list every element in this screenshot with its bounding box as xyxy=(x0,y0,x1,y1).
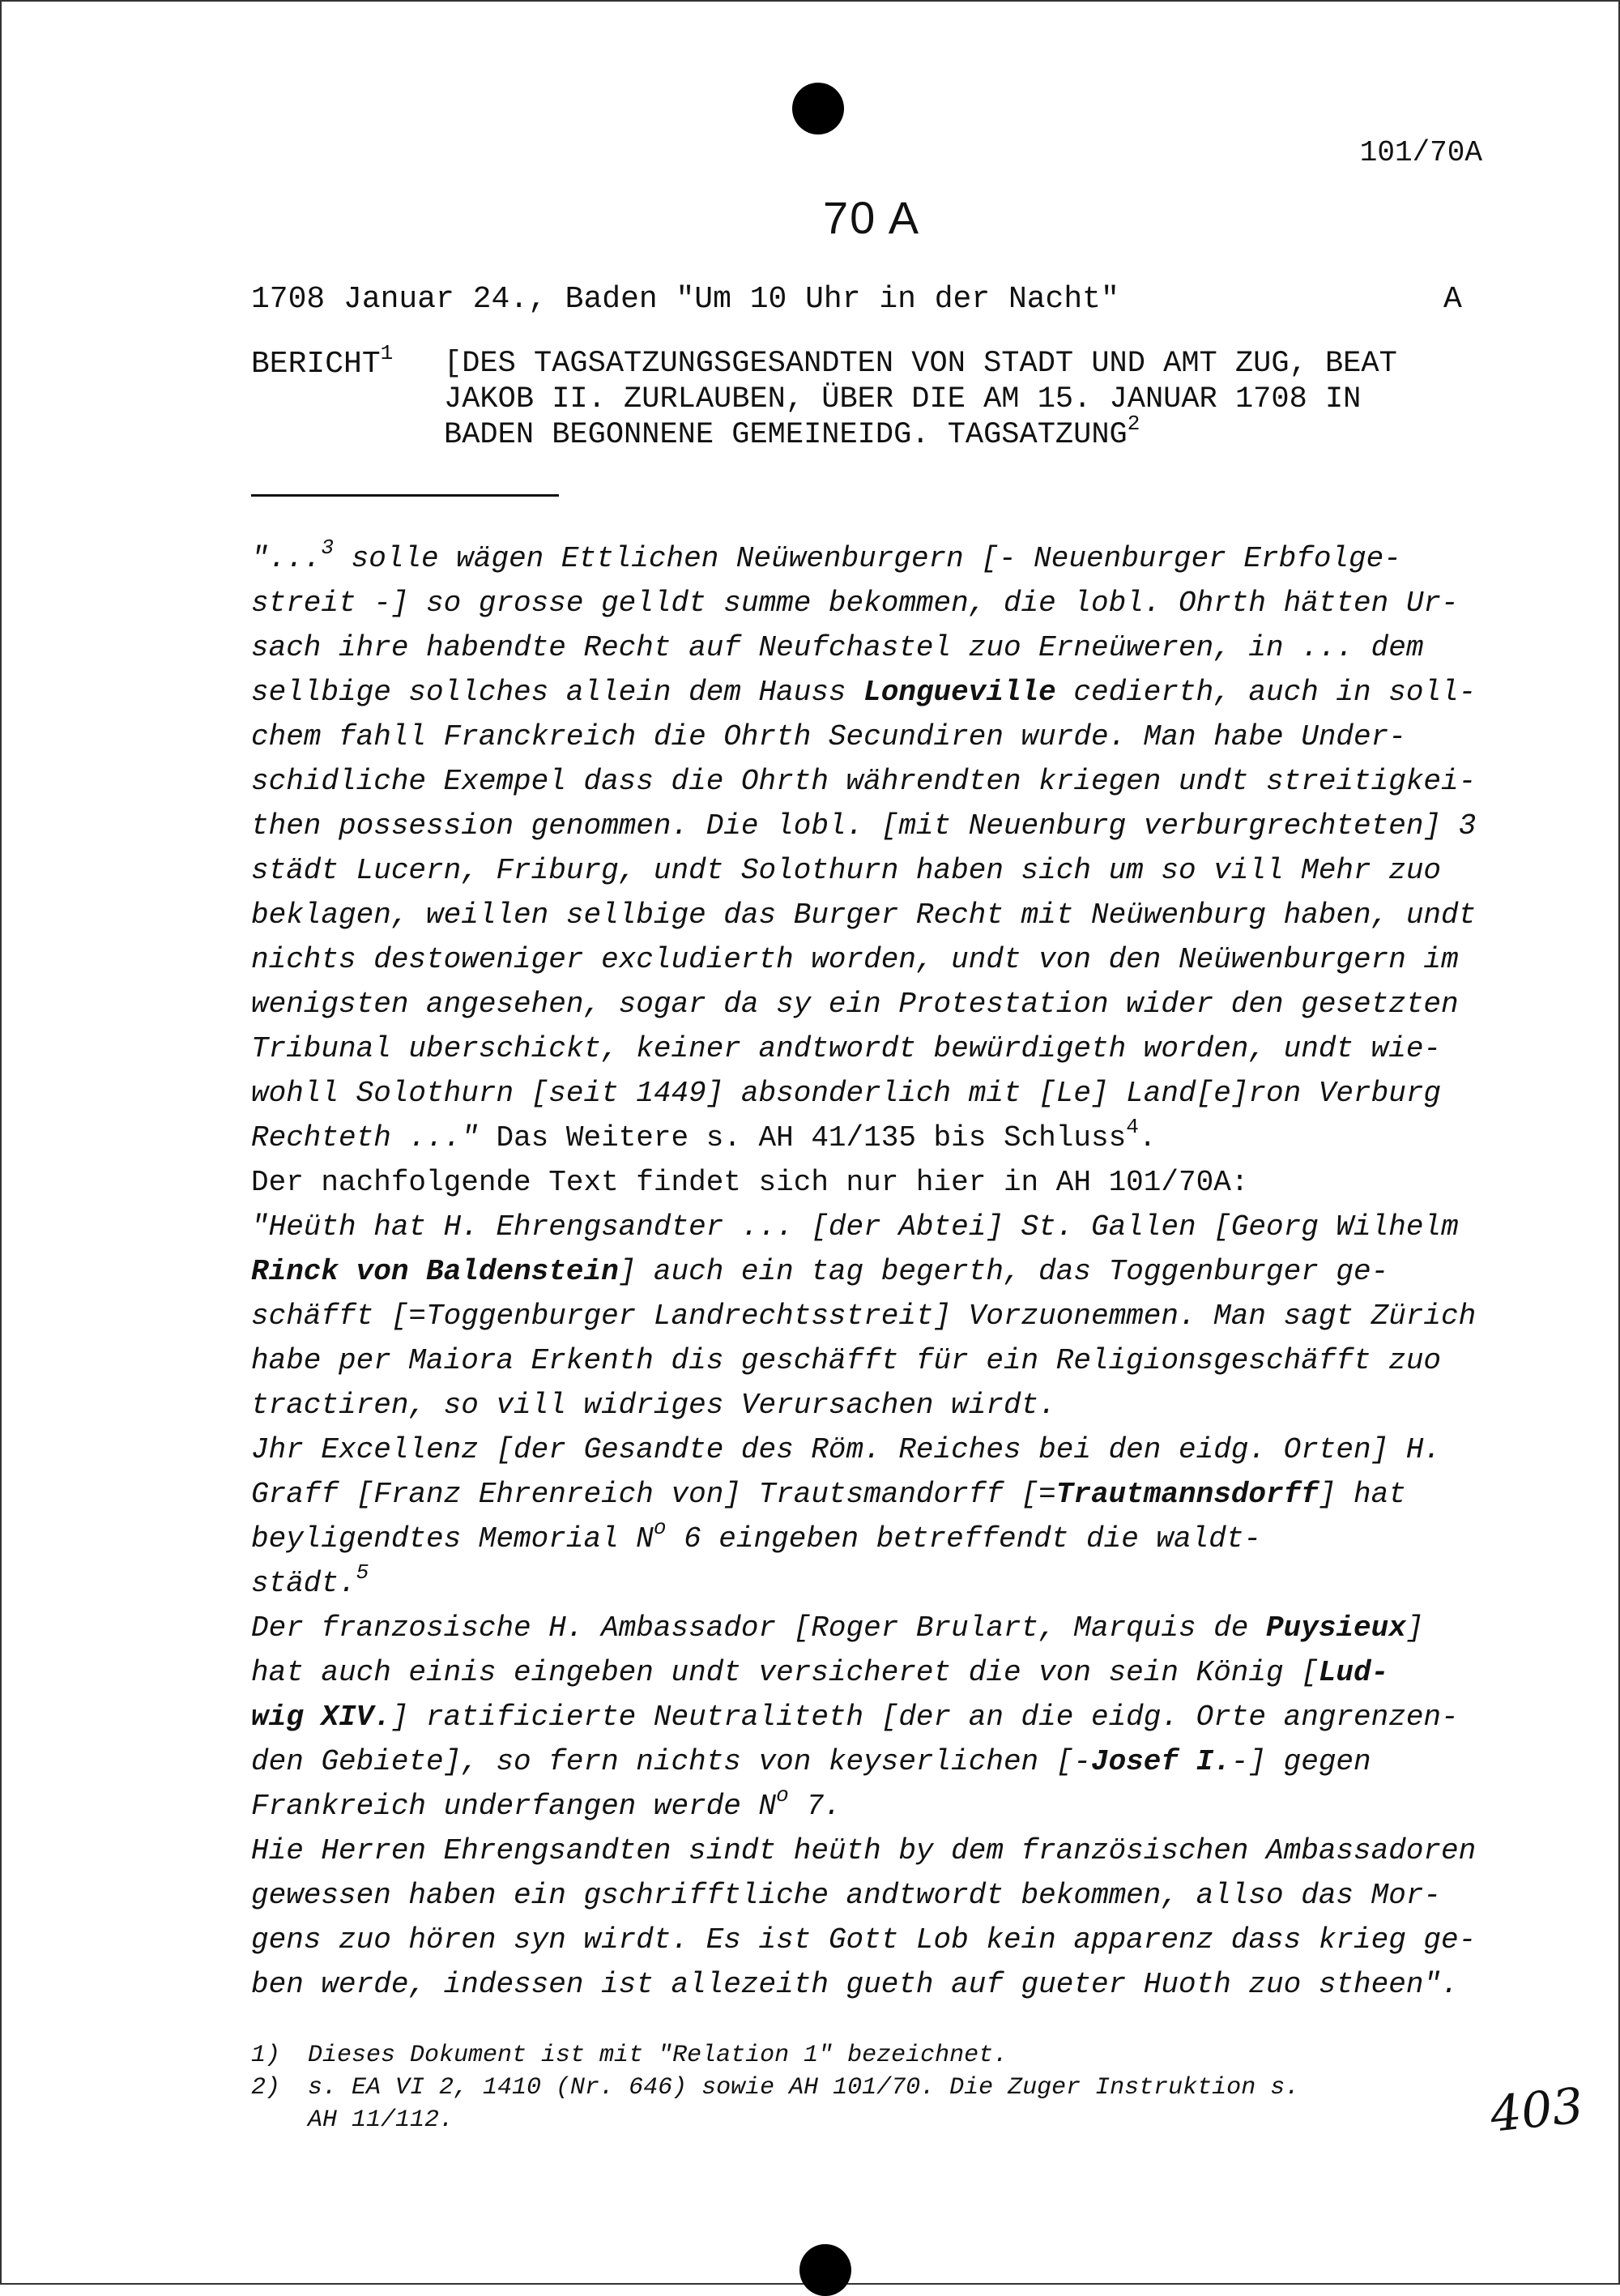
body-line: "Heüth hat H. Ehrengsandter ... [der Abtei] St. Gallen [Georg Wilhelm xyxy=(251,1210,1459,1244)
body-line: sach ihre habendte Recht auf Neufchastel zuo Erneüweren, in ... dem xyxy=(251,631,1424,664)
date-line: 1708 Januar 24., Baden "Um 10 Uhr in der Nacht" xyxy=(251,282,1119,317)
heading-line: JAKOB II. ZURLAUBEN, ÜBER DIE AM 15. JANUAR 1708 IN xyxy=(444,382,1362,416)
date-letter: A xyxy=(1443,282,1462,317)
document-reference: 101/70A xyxy=(1359,136,1482,169)
footnote-text: AH 11/112. xyxy=(308,2106,454,2134)
handwritten-page-number: 403 xyxy=(1487,2077,1586,2144)
body-line: städt Lucern, Friburg, undt Solothurn haben sich um so vill Mehr zuo xyxy=(251,854,1442,887)
body-line: städt.$^5$ xyxy=(251,1560,369,1600)
body-line: den Gebiete], so fern nichts von keyserlichen [-Josef I.-] gegen xyxy=(251,1745,1371,1778)
body-line: habe per Maiora Erkenth dis geschäfft für ein Religionsgeschäfft zuo xyxy=(251,1344,1442,1377)
body-line: Der nachfolgende Text findet sich nur hier in AH 101/70A: xyxy=(251,1166,1249,1199)
body-line: schidliche Exempel dass die Ohrth währendten kriegen undt streitigkei- xyxy=(251,765,1477,798)
body-line: beyligendtes Memorial $N^o$ 6 eingeben betreffendt die waldt- xyxy=(251,1516,1262,1556)
footnote-number: 1) xyxy=(251,2042,281,2069)
body-line: beklagen, weillen sellbige das Burger Recht mit Neüwenburg haben, undt xyxy=(251,898,1477,932)
footnote-text: Dieses Dokument ist mit "Relation 1" bezeichnet. xyxy=(308,2042,1008,2069)
body-line: Rinck von Baldenstein] auch ein tag begerth, das Toggenburger ge- xyxy=(251,1255,1389,1288)
heading-label: BERICHT$^1$ xyxy=(251,341,394,382)
body-line: chem fahll Franckreich die Ohrth Secundiren wurde. Man habe Under- xyxy=(251,720,1406,753)
body-line: streit -] so grosse gelldt summe bekommen, die lobl. Ohrth hätten Ur- xyxy=(251,587,1459,620)
body-line: then possession genommen. Die lobl. [mit Neuenburg verburgrechteten] 3 xyxy=(251,809,1477,843)
separator-rule xyxy=(251,494,559,497)
heading-line: BADEN BEGONNENE GEMEINEIDG. TAGSATZUNG$^2$ xyxy=(444,412,1140,452)
body-line: Der franzosische H. Ambassador [Roger Brulart, Marquis de Puysieux] xyxy=(251,1611,1424,1645)
heading-line: [DES TAGSATZUNGSGESANDTEN VON STADT UND AMT ZUG, BEAT xyxy=(444,347,1397,381)
punch-hole-top xyxy=(792,83,844,134)
footnote-number: 2) xyxy=(251,2074,281,2102)
footnote-ref: 2 xyxy=(1127,412,1140,436)
body-line: tractiren, so vill widriges Verursachen wirdt. xyxy=(251,1389,1056,1422)
document-number: 70 A xyxy=(823,192,921,243)
body-line: wenigsten angesehen, sogar da sy ein Protestation wider den gesetzten xyxy=(251,988,1459,1021)
body-line: schäfft [=Toggenburger Landrechtsstreit] Vorzuonemmen. Man sagt Zürich xyxy=(251,1300,1477,1333)
body-line: gewessen haben ein gschrifftliche andtwordt bekommen, allso das Mor- xyxy=(251,1879,1442,1912)
body-line: sellbige sollches allein dem Hauss Longueville cedierth, auch in soll- xyxy=(251,676,1477,709)
body-line: Hie Herren Ehrengsandten sindt heüth by dem französischen Ambassadoren xyxy=(251,1834,1477,1867)
body-line: "...$^3$ solle wägen Ettlichen Neüwenburgern [- Neuenburger Erbfolge- xyxy=(251,536,1401,575)
body-line: ben werde, indessen ist allezeith gueth auf gueter Huoth zuo stheen". xyxy=(251,1968,1459,2001)
body-line: nichts destoweniger excludierth worden, undt von den Neüwenburgern im xyxy=(251,943,1459,976)
footnote-text: s. EA VI 2, 1410 (Nr. 646) sowie AH 101/70. Die Zuger Instruktion s. xyxy=(308,2074,1300,2102)
body-line: wohll Solothurn [seit 1449] absonderlich mit [Le] Land[e]ron Verburg xyxy=(251,1077,1442,1110)
body-line: Frankreich underfangen werde $N^o$ 7. xyxy=(251,1783,842,1823)
body-line: Rechteth ..." Das Weitere s. AH 41/135 bis Schluss$^4$. xyxy=(251,1115,1157,1154)
body-line: Tribunal uberschickt, keiner andtwordt bewürdigeth worden, undt wie- xyxy=(251,1032,1442,1065)
punch-hole-bottom xyxy=(799,2244,851,2296)
body-line: gens zuo hören syn wirdt. Es ist Gott Lob kein apparenz dass krieg ge- xyxy=(251,1923,1477,1957)
body-line: wig XIV.] ratificierte Neutraliteth [der an die eidg. Orte angrenzen- xyxy=(251,1701,1459,1734)
body-line: hat auch einis eingeben undt versicheret die von sein König [Lud- xyxy=(251,1656,1389,1689)
footnote-ref: 1 xyxy=(380,341,394,365)
body-line: Jhr Excellenz [der Gesandte des Röm. Reiches bei den eidg. Orten] H. xyxy=(251,1433,1442,1466)
body-line: Graff [Franz Ehrenreich von] Trautsmandorff [=Trautmannsdorff] hat xyxy=(251,1478,1406,1511)
